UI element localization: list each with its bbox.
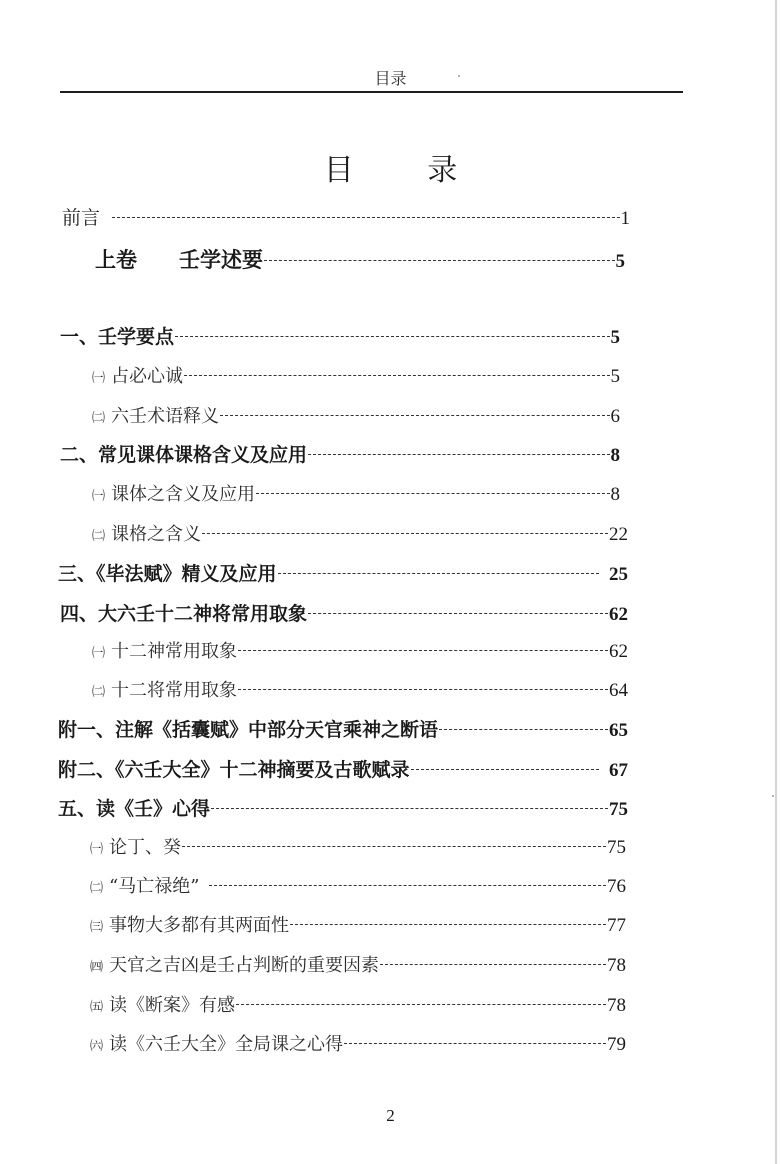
toc-entry-section-4-1[interactable] bbox=[92, 637, 628, 663]
dot-leader bbox=[202, 533, 608, 534]
running-header: 目录 bbox=[374, 69, 407, 88]
toc-entry-label: 四、大六壬十二神将常用取象 bbox=[60, 603, 308, 625]
toc-entry-section-5-6[interactable] bbox=[90, 1030, 626, 1056]
toc-entry-label: 天官之吉凶是壬占判断的重要因素 bbox=[109, 955, 380, 976]
toc-entry-page: 78 bbox=[607, 955, 626, 976]
toc-title: 目 录 bbox=[323, 153, 490, 188]
toc-entry-label: 读《断案》有感 bbox=[109, 995, 236, 1016]
toc-entry-label: 十二神常用取象 bbox=[111, 641, 238, 662]
toc-entry-section-5-2[interactable] bbox=[90, 872, 626, 898]
toc-entry-label: 读《六壬大全》全局课之心得 bbox=[109, 1034, 344, 1055]
toc-entry-label: 事物大多都有其两面性 bbox=[109, 915, 290, 936]
toc-entry-page: 5 bbox=[610, 366, 620, 387]
toc-entry-label: 课体之含义及应用 bbox=[111, 484, 256, 505]
section-number: ㈡ bbox=[92, 411, 106, 426]
toc-entry-section-2-2[interactable] bbox=[92, 520, 628, 546]
toc-entry-page: 1 bbox=[620, 208, 630, 229]
toc-entry-label: 占必心诚 bbox=[111, 366, 184, 387]
section-number: ㈠ bbox=[92, 371, 106, 386]
toc-entry-label: 附二、《六壬大全》十二神摘要及古歌赋录 bbox=[58, 759, 410, 781]
toc-entry-appendix-2[interactable] bbox=[58, 755, 628, 782]
dot-leader bbox=[236, 1004, 606, 1005]
toc-entry-chapter-1[interactable] bbox=[60, 322, 620, 349]
toc-entry-label: 五、读《壬》心得 bbox=[58, 798, 211, 820]
toc-entry-page: 5 bbox=[615, 251, 625, 272]
toc-entry-label: 前言 bbox=[62, 207, 101, 229]
toc-entry-section-5-1[interactable] bbox=[90, 833, 626, 859]
toc-entry-page: 79 bbox=[607, 1034, 626, 1055]
toc-entry-page: 75 bbox=[607, 837, 626, 858]
toc-entry-page: 65 bbox=[609, 720, 628, 741]
dot-leader bbox=[264, 260, 615, 261]
dot-leader bbox=[439, 729, 608, 730]
dot-leader bbox=[256, 493, 609, 494]
dot-leader bbox=[112, 217, 619, 218]
toc-entry-label: 六壬术语释义 bbox=[111, 406, 220, 427]
toc-entry-page: 8 bbox=[610, 484, 620, 505]
toc-entry-label: 附一、注解《括囊赋》中部分天官乘神之断语 bbox=[58, 719, 439, 741]
dot-leader bbox=[175, 336, 609, 337]
dot-leader bbox=[182, 846, 606, 847]
dot-leader bbox=[344, 1043, 606, 1044]
section-number: ㈣ bbox=[90, 960, 104, 975]
dot-leader bbox=[184, 375, 609, 376]
dot-leader bbox=[220, 415, 609, 416]
toc-entry-section-1-2[interactable] bbox=[92, 402, 620, 428]
dot-leader bbox=[211, 808, 608, 809]
scan-speck bbox=[772, 795, 774, 797]
dot-leader bbox=[238, 689, 608, 690]
dot-leader bbox=[238, 650, 608, 651]
toc-entry-label: 二、常见课体课格含义及应用 bbox=[60, 444, 308, 466]
section-number: ㈥ bbox=[90, 1039, 104, 1054]
dot-leader bbox=[209, 885, 606, 886]
toc-entry-preface[interactable] bbox=[62, 203, 630, 230]
toc-entry-section-4-2[interactable] bbox=[92, 676, 628, 702]
toc-entry-chapter-3[interactable] bbox=[58, 559, 628, 586]
toc-entry-section-5-5[interactable] bbox=[90, 991, 626, 1017]
toc-entry-label: 三、《毕法赋》精义及应用 bbox=[58, 563, 277, 585]
toc-entry-section-5-3[interactable] bbox=[90, 911, 626, 937]
section-number: ㈡ bbox=[90, 881, 104, 896]
toc-entry-page: 6 bbox=[610, 406, 620, 427]
section-number: ㈢ bbox=[90, 920, 104, 935]
toc-entry-page: 22 bbox=[609, 524, 628, 545]
dot-leader bbox=[278, 573, 599, 574]
toc-entry-section-2-1[interactable] bbox=[92, 480, 620, 506]
toc-entry-page: 75 bbox=[609, 799, 628, 820]
section-number: ㈠ bbox=[92, 646, 106, 661]
toc-entry-label: 上卷 壬学述要 bbox=[95, 248, 263, 272]
toc-entry-page: 62 bbox=[609, 604, 628, 625]
toc-entry-page: 8 bbox=[610, 445, 620, 466]
toc-entry-label: 十二将常用取象 bbox=[111, 680, 238, 701]
section-number: ㈠ bbox=[92, 489, 106, 504]
dot-leader bbox=[411, 769, 599, 770]
toc-entry-page: 78 bbox=[607, 995, 626, 1016]
page-number: 2 bbox=[386, 1106, 395, 1125]
toc-entry-label: 一、壬学要点 bbox=[60, 326, 175, 348]
toc-entry-page: 25 bbox=[609, 564, 628, 585]
dot-leader bbox=[290, 924, 606, 925]
toc-entry-part-1[interactable] bbox=[95, 244, 625, 274]
header-rule bbox=[60, 91, 683, 93]
toc-entry-chapter-5[interactable] bbox=[58, 794, 628, 821]
toc-entry-chapter-4[interactable] bbox=[60, 599, 628, 626]
toc-entry-page: 76 bbox=[607, 876, 626, 897]
section-number: ㈡ bbox=[92, 529, 106, 544]
dot-leader bbox=[308, 454, 609, 455]
toc-entry-appendix-1[interactable] bbox=[58, 715, 628, 742]
toc-entry-section-5-4[interactable] bbox=[90, 951, 626, 977]
section-number: ㈡ bbox=[92, 685, 106, 700]
toc-entry-label: 课格之含义 bbox=[111, 524, 202, 545]
toc-entry-page: 67 bbox=[609, 760, 628, 781]
dot-leader bbox=[380, 964, 606, 965]
toc-entry-page: 77 bbox=[607, 915, 626, 936]
toc-entry-section-1-1[interactable] bbox=[92, 362, 620, 388]
dot-leader bbox=[308, 613, 608, 614]
toc-entry-label: “马亡禄绝” bbox=[109, 876, 200, 897]
toc-entry-page: 64 bbox=[609, 680, 628, 701]
toc-entry-chapter-2[interactable] bbox=[60, 440, 620, 467]
toc-entry-page: 62 bbox=[609, 641, 628, 662]
section-number: ㈤ bbox=[90, 1000, 104, 1015]
toc-entry-label: 论丁、癸 bbox=[109, 837, 182, 858]
section-number: ㈠ bbox=[90, 842, 104, 857]
toc-entry-page: 5 bbox=[610, 327, 620, 348]
